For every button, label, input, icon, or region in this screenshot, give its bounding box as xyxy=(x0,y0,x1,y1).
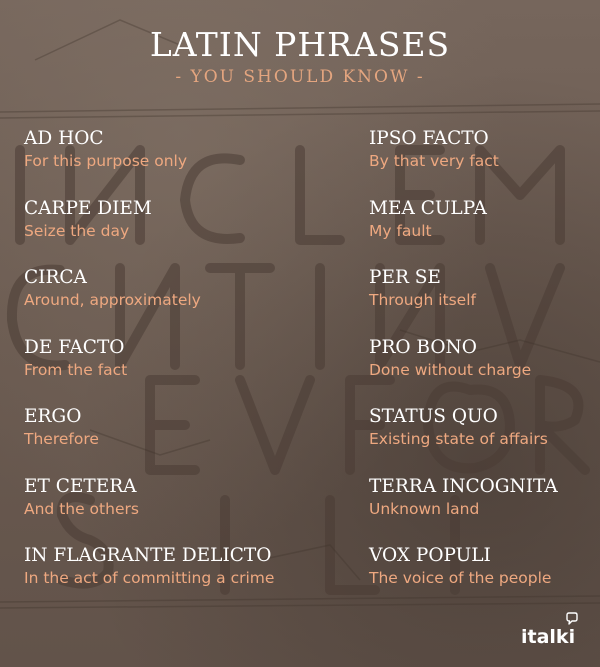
phrase-term: TERRA INCOGNITA xyxy=(369,475,558,497)
phrase-term: STATUS QUO xyxy=(369,406,498,427)
phrase-item xyxy=(24,405,344,475)
phrase-term: PER SE xyxy=(369,267,441,288)
phrase-meaning: The voice of the people xyxy=(369,569,552,587)
phrase-term: AD HOC xyxy=(24,128,104,149)
phrase-item xyxy=(24,544,344,614)
phrase-term: IN FLAGRANTE DELICTO xyxy=(24,545,272,566)
phrase-meaning: And the others xyxy=(24,499,139,518)
phrase-term: ERGO xyxy=(24,406,82,427)
speech-bubble-icon xyxy=(565,612,579,626)
phrase-meaning: Around, approximately xyxy=(24,291,201,309)
phrase-meaning: Through itself xyxy=(369,291,476,309)
phrase-item xyxy=(369,266,594,336)
phrase-item xyxy=(369,475,594,545)
phrase-meaning: For this purpose only xyxy=(24,152,188,170)
phrase-meaning: In the act of committing a crime xyxy=(24,569,275,587)
phrase-meaning: My fault xyxy=(369,221,432,240)
page-subtitle: - YOU SHOULD KNOW - xyxy=(175,67,425,87)
phrase-list-right xyxy=(369,127,594,614)
phrase-meaning: Existing state of affairs xyxy=(369,430,548,448)
phrase-meaning: Seize the day xyxy=(24,221,130,240)
phrase-term: CARPE DIEM xyxy=(24,197,152,219)
phrase-meaning: From the fact xyxy=(24,360,128,379)
phrase-term: DE FACTO xyxy=(24,336,125,358)
page-title: LATIN PHRASES xyxy=(149,25,451,64)
phrase-item xyxy=(24,475,344,545)
phrase-item xyxy=(369,544,594,614)
phrase-meaning: Therefore xyxy=(24,430,99,448)
phrase-term: MEA CULPA xyxy=(369,197,487,219)
phrase-term: CIRCA xyxy=(24,267,87,288)
phrase-meaning: By that very fact xyxy=(369,152,499,170)
phrase-item xyxy=(24,336,344,406)
phrase-meaning: Done without charge xyxy=(369,360,532,379)
phrase-item xyxy=(369,336,594,406)
phrase-term: ET CETERA xyxy=(24,475,137,497)
phrase-term: IPSO FACTO xyxy=(369,128,489,149)
header xyxy=(0,26,600,88)
phrase-item xyxy=(24,197,344,267)
phrase-item xyxy=(24,127,344,197)
phrase-meaning: Unknown land xyxy=(369,499,480,518)
brand-name: italki xyxy=(521,626,576,648)
phrase-item xyxy=(369,405,594,475)
brand-logo xyxy=(521,612,581,652)
phrase-item xyxy=(369,127,594,197)
phrase-term: PRO BONO xyxy=(369,336,477,358)
phrase-item xyxy=(369,197,594,267)
phrase-item xyxy=(24,266,344,336)
phrase-list-left xyxy=(24,127,344,614)
phrase-term: VOX POPULI xyxy=(369,545,491,566)
